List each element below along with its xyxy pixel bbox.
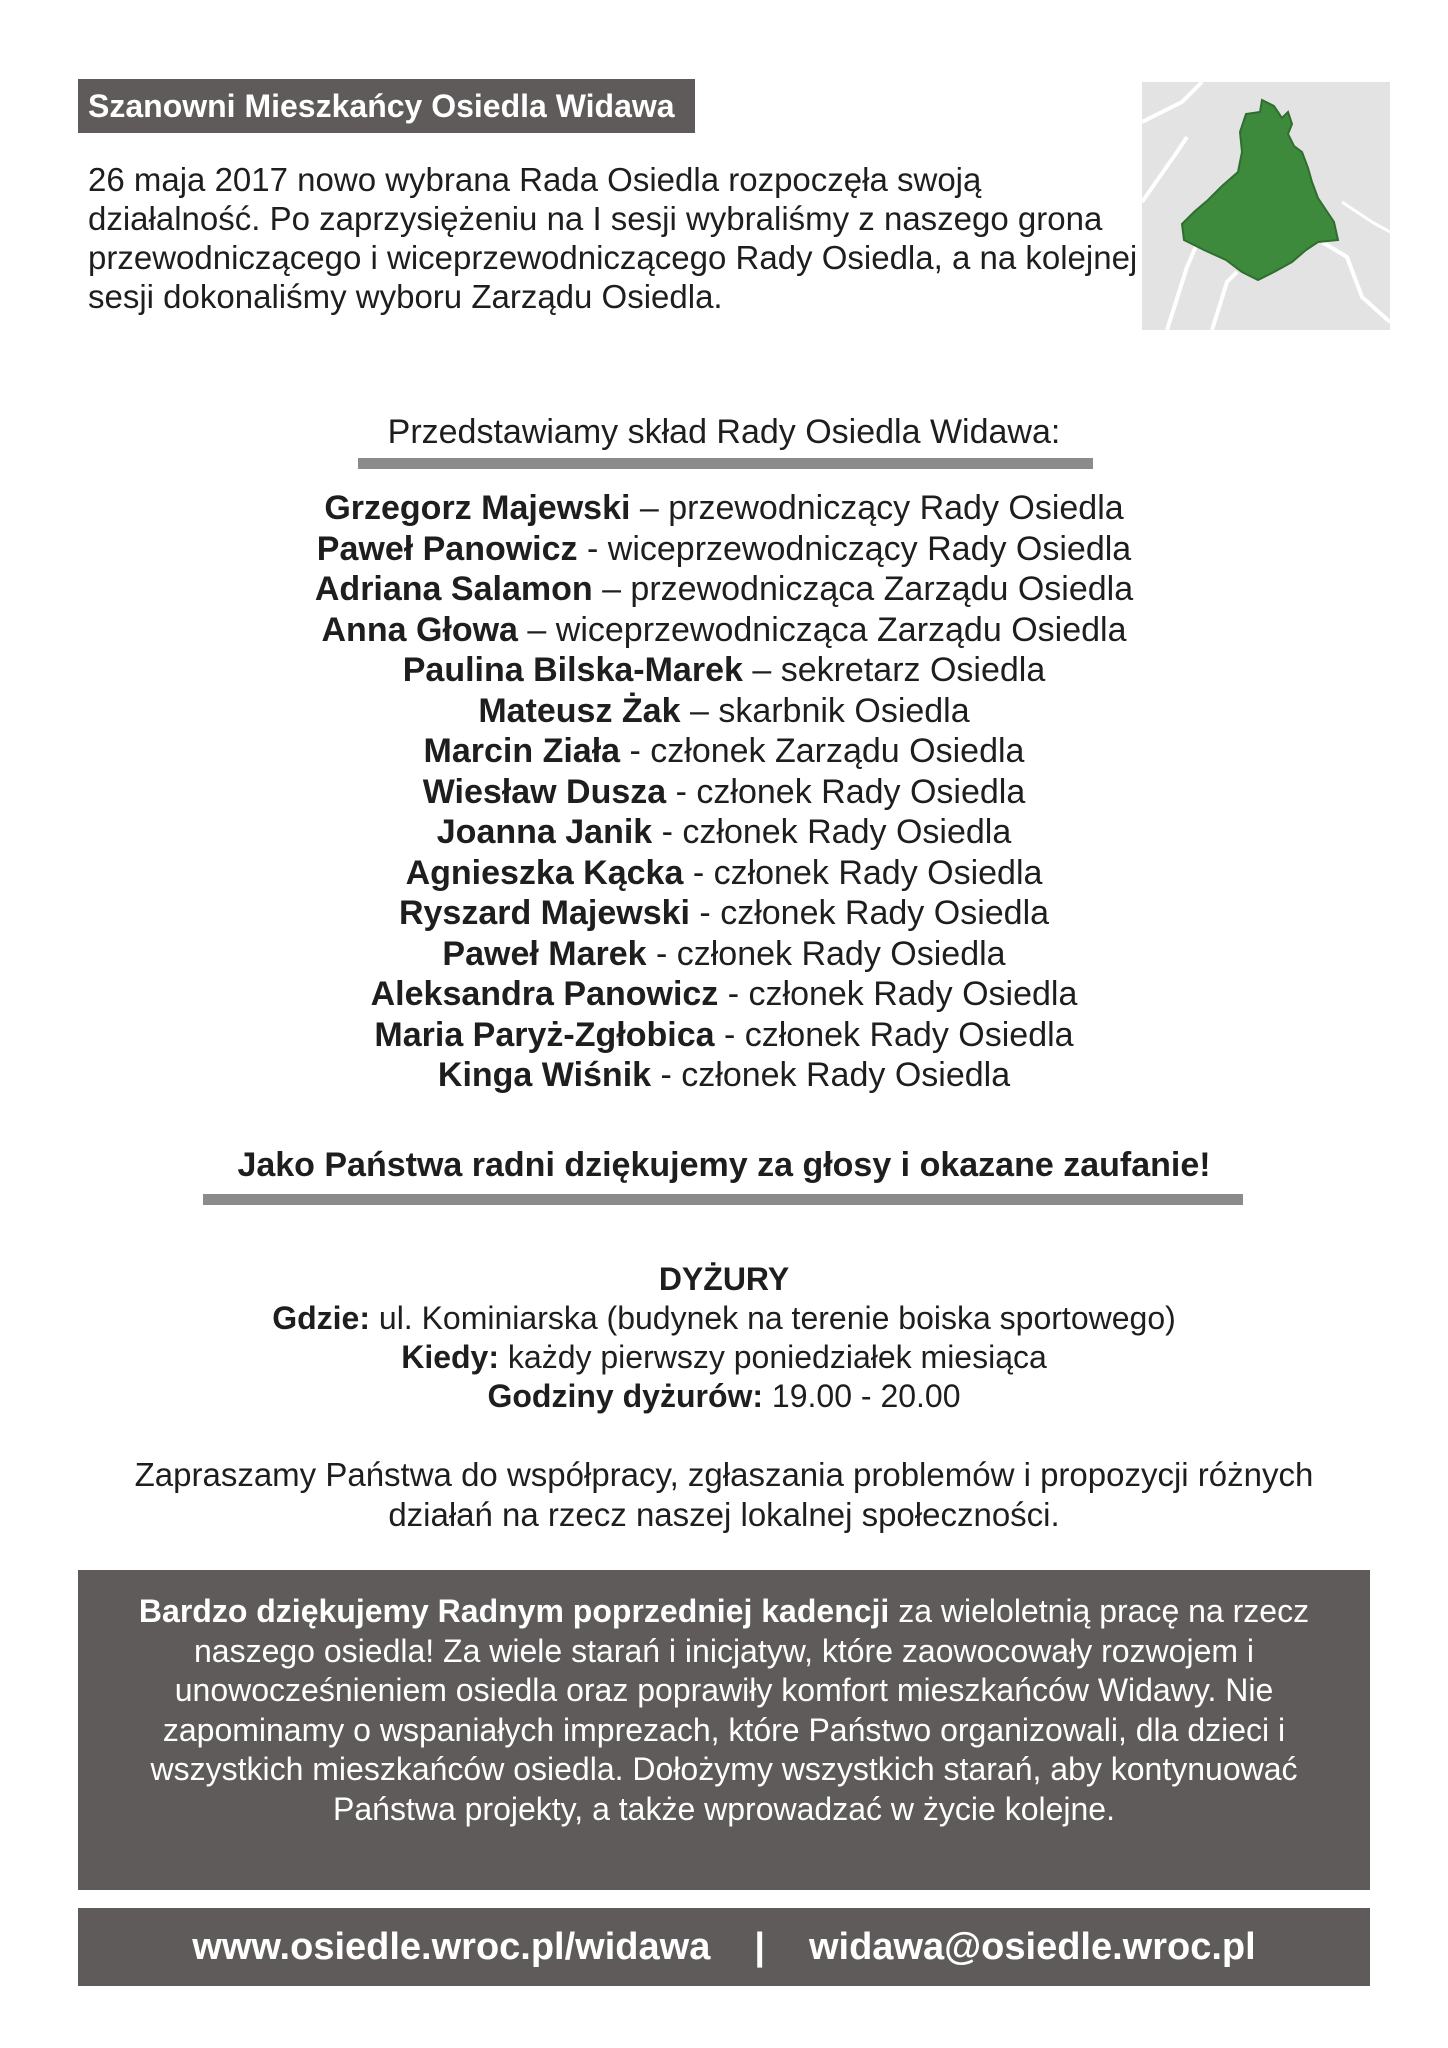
member-name: Maria Paryż-Zgłobica <box>374 1015 715 1054</box>
list-item <box>0 1015 1448 1056</box>
duty-where: Gdzie: ul. Kominiarska (budynek na terenie boiska sportowego) <box>272 1300 1176 1336</box>
members-heading-underline <box>358 458 1093 469</box>
member-name: Joanna Janik <box>436 813 653 851</box>
member-name: Aleksandra Panowicz <box>370 975 719 1013</box>
member-name: Paweł Panowicz <box>316 529 578 568</box>
member-role: – skarbnik Osiedla <box>680 691 970 730</box>
member-name: Ryszard Majewski <box>398 894 690 932</box>
member-role: - członek Rady Osiedla <box>651 1056 1011 1094</box>
member-role: - członek Rady Osiedla <box>683 853 1043 892</box>
list-item <box>0 488 1448 529</box>
thanks-underline <box>203 1194 1243 1205</box>
member-name: Mateusz Żak <box>478 691 681 730</box>
duty-hours: Godziny dyżurów: 19.00 - 20.00 <box>487 1378 961 1414</box>
duty-when: Kiedy: każdy pierwszy poniedziałek miesiąca <box>401 1339 1047 1375</box>
list-item <box>0 893 1448 934</box>
member-role: - członek Rady Osiedla <box>646 934 1006 973</box>
member-name: Anna Głowa <box>321 610 518 649</box>
member-role: – przewodniczący Rady Osiedla <box>630 489 1124 527</box>
previous-term-text: za wieloletnią pracę na rzecz naszego osiedla! Za wiele starań i inicjatyw, które zaowocowały rozwojem i unowocześnieniem osiedla oraz poprawiły komfort mieszkańców Widawy. Nie zapominamy o wspaniałych imprezach, które Państwo organizowali, dla dzieci i wszystkich mieszkańców osiedla. Dołożymy wszystkich starań, aby kontynuować Państwa projekty, a także wprowadzać w życie kolejne. <box>150 1593 1310 1827</box>
email-link[interactable]: widawa@osiedle.wroc.pl <box>808 1926 1256 1968</box>
list-item <box>0 691 1448 732</box>
member-role: - członek Rady Osiedla <box>714 1015 1074 1054</box>
member-name: Agnieszka Kącka <box>405 853 684 892</box>
list-item <box>0 934 1448 975</box>
page-title: Szanowni Mieszkańcy Osiedla Widawa <box>78 79 695 133</box>
thanks-heading: Jako Państwa radni dziękujemy za głosy i okazane zaufanie! <box>237 1146 1211 1184</box>
footer-separator: | <box>754 1926 765 1968</box>
member-name: Kinga Wiśnik <box>437 1056 652 1094</box>
list-item <box>0 853 1448 894</box>
list-item <box>0 974 1448 1015</box>
intro-paragraph: 26 maja 2017 nowo wybrana Rada Osiedla rozpoczęła swoją działalność. Po zaprzysiężeniu na I sesji wybraliśmy z naszego grona przewodniczącego i wiceprzewodniczącego Rady Osiedla, a na kolejnej sesji dokonaliśmy wyboru Zarządu Osiedla. <box>88 161 1138 315</box>
list-item <box>0 529 1448 570</box>
list-item <box>0 812 1448 853</box>
previous-term-bold: Bardzo dziękujemy Radnym poprzedniej kadencji <box>138 1593 890 1629</box>
list-item <box>0 610 1448 651</box>
invite-line: działań na rzecz naszej lokalnej społeczności. <box>388 1496 1060 1533</box>
list-item <box>0 1055 1448 1096</box>
member-name: Grzegorz Majewski <box>324 489 631 527</box>
member-role: – przewodnicząca Zarządu Osiedla <box>592 570 1134 608</box>
member-role: – sekretarz Osiedla <box>742 651 1046 689</box>
member-role: - członek Rady Osiedla <box>689 894 1050 932</box>
invite-paragraph <box>0 1455 1448 1535</box>
footer-contact-bar <box>78 1908 1370 1986</box>
member-name: Paulina Bilska-Marek <box>402 651 743 689</box>
list-item <box>0 731 1448 772</box>
member-name: Paweł Marek <box>442 934 647 973</box>
duty-heading: DYŻURY <box>658 1261 790 1297</box>
invite-line: Zapraszamy Państwa do współpracy, zgłaszania problemów i propozycji różnych <box>134 1456 1314 1493</box>
member-role: – wiceprzewodnicząca Zarządu Osiedla <box>517 610 1127 649</box>
member-role: - członek Rady Osiedla <box>666 772 1026 811</box>
list-item <box>0 650 1448 691</box>
list-item <box>0 772 1448 813</box>
member-role: - członek Zarządu Osiedla <box>620 732 1025 770</box>
member-name: Adriana Salamon <box>314 570 593 608</box>
member-name: Wiesław Dusza <box>422 772 667 811</box>
website-link[interactable]: www.osiedle.wroc.pl/widawa <box>192 1926 711 1968</box>
member-role: - wiceprzewodniczący Rady Osiedla <box>577 529 1132 568</box>
duty-section <box>0 1260 1448 1416</box>
member-role: - członek Rady Osiedla <box>718 975 1078 1013</box>
members-list <box>0 488 1448 1096</box>
previous-term-thanks-box <box>78 1570 1370 1890</box>
member-role: - członek Rady Osiedla <box>652 813 1012 851</box>
list-item <box>0 569 1448 610</box>
member-name: Marcin Ziała <box>423 732 621 770</box>
district-map <box>1142 82 1390 330</box>
members-heading: Przedstawiamy skład Rady Osiedla Widawa: <box>387 413 1061 451</box>
